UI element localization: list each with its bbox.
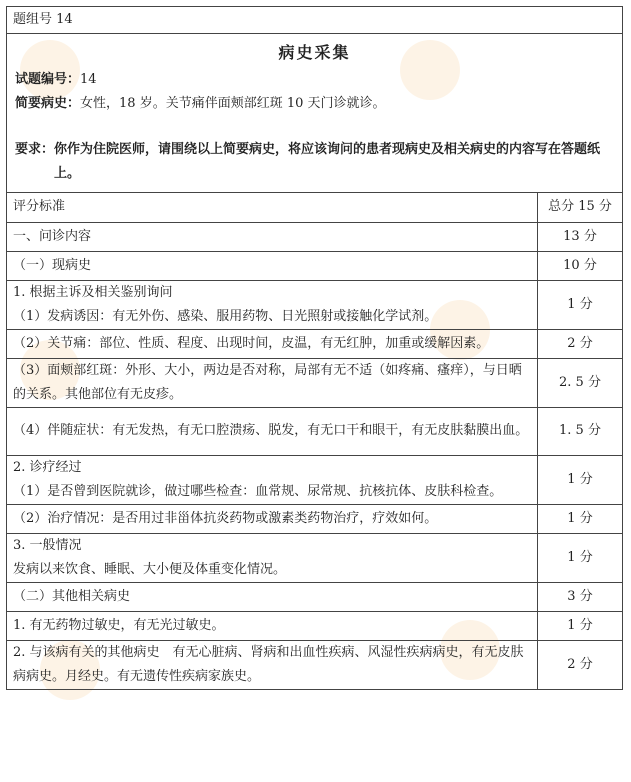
criteria-cell [7,251,538,280]
criteria-cell [7,455,538,504]
requirement-label: 要求： [15,142,55,157]
table-row [7,407,622,455]
table-row [7,222,622,251]
criteria-cell [7,280,538,329]
table-header-row [7,193,622,222]
score-cell: 10 分 [538,251,623,280]
criteria-line: 2. 与该病有关的其他病史 有无心脏病、肾病和出血性疾病、风湿性疾病病史，有无皮肤病病史。月经史。有无遗传性疾病家族史。 [13,644,524,684]
criteria-line: （1）发病诱因：有无外伤、感染、服用药物、日光照射或接触化学试剂。 [13,308,438,324]
criteria-cell [7,358,538,407]
table-row [7,455,622,504]
score-cell: 1. 5 分 [538,407,623,455]
brief-history-label: 简要病史： [15,96,81,111]
score-cell: 2 分 [538,329,623,358]
criteria-header: 评分标准 [7,193,538,222]
table-row [7,640,622,689]
criteria-line: （2）关节痛：部位、性质、程度、出现时间，皮温，有无红肿，加重或缓解因素。 [13,335,490,351]
score-cell: 1 分 [538,611,623,640]
criteria-line: 一、问诊内容 [13,228,92,244]
table-row [7,611,622,640]
brief-history-value: 女性，18 岁。关节痛伴面颊部红斑 10 天门诊就诊。 [80,96,386,111]
criteria-cell [7,407,538,455]
score-cell: 2 分 [538,640,623,689]
criteria-cell [7,504,538,533]
criteria-cell [7,582,538,611]
score-cell: 13 分 [538,222,623,251]
brief-history-line [15,92,614,116]
scoring-table [7,193,622,689]
question-number-line [15,68,614,92]
table-row [7,280,622,329]
criteria-line: 1. 有无药物过敏史，有无光过敏史。 [13,617,225,633]
criteria-cell [7,329,538,358]
table-row [7,533,622,582]
table-row [7,251,622,280]
score-cell: 1 分 [538,504,623,533]
criteria-line: 3. 一般情况 [13,537,82,553]
requirement-text: 你作为住院医师，请围绕以上简要病史，将应该询问的患者现病史及相关病史的内容写在答题纸上。 [54,142,601,181]
question-intro [7,34,622,193]
score-cell: 2. 5 分 [538,358,623,407]
table-row [7,358,622,407]
criteria-cell [7,533,538,582]
criteria-cell [7,611,538,640]
group-number: 题组号 14 [7,7,622,34]
criteria-cell [7,640,538,689]
criteria-line: （1）是否曾到医院就诊，做过哪些检查：血常规、尿常规、抗核抗体、皮肤科检查。 [13,483,503,499]
score-cell: 1 分 [538,533,623,582]
criteria-line: （2）治疗情况：是否用过非甾体抗炎药物或激素类药物治疗，疗效如何。 [13,510,438,526]
criteria-line: （3）面颊部红斑：外形、大小，两边是否对称，局部有无不适（如疼痛、瘙痒），与日晒的关系。其他部位有无皮疹。 [13,362,522,402]
question-number-label: 试题编号： [15,72,81,87]
table-row [7,329,622,358]
criteria-line: （一）现病史 [13,257,92,273]
requirement-line [15,138,614,186]
score-cell: 1 分 [538,280,623,329]
table-row [7,504,622,533]
score-cell: 1 分 [538,455,623,504]
question-number-value: 14 [80,72,97,87]
page-title: 病史采集 [278,43,351,62]
score-cell: 3 分 [538,582,623,611]
total-score-header: 总分 15 分 [538,193,623,222]
criteria-cell [7,222,538,251]
criteria-line: 2. 诊疗经过 [13,459,82,475]
criteria-line: 发病以来饮食、睡眠、大小便及体重变化情况。 [13,561,287,577]
document-frame [6,6,623,690]
criteria-line: （4）伴随症状：有无发热，有无口腔溃疡、脱发，有无口干和眼干，有无皮肤黏膜出血。 [13,423,529,438]
criteria-line: 1. 根据主诉及相关鉴别询问 [13,284,173,300]
criteria-line: （二）其他相关病史 [13,588,131,604]
table-row [7,582,622,611]
